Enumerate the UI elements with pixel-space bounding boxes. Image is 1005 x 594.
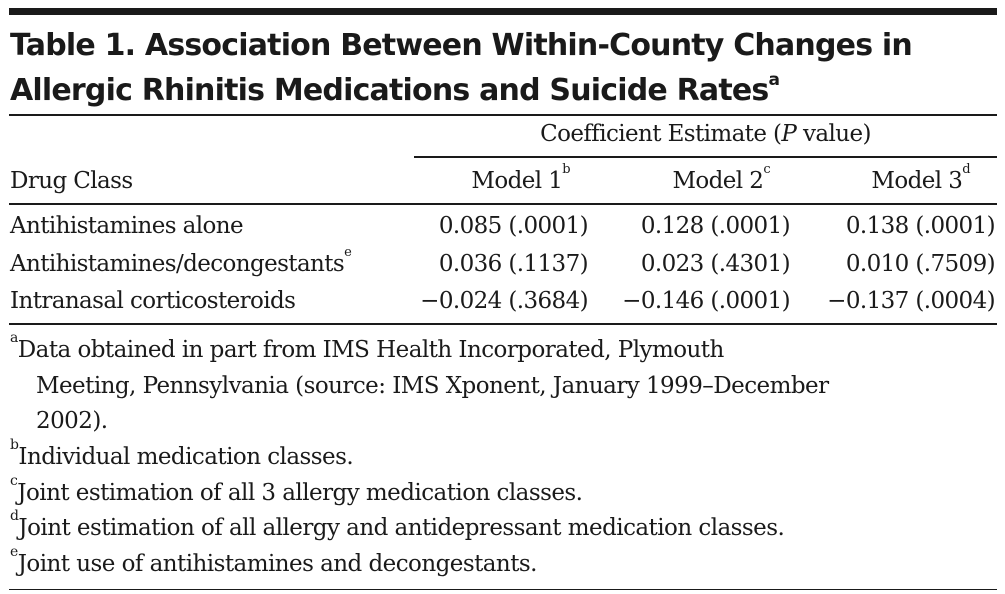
footnote-text: Individual medication classes. bbox=[18, 444, 354, 470]
footnote-c bbox=[10, 473, 583, 510]
spanner-prefix: Coefficient Estimate ( bbox=[540, 121, 782, 147]
footnote-e bbox=[10, 544, 537, 581]
table-cell: 0.085 (.0001) bbox=[438, 213, 588, 239]
footnote-d bbox=[10, 508, 785, 545]
footnote-mark: d bbox=[10, 508, 19, 524]
header-rule bbox=[9, 203, 997, 205]
footnote-a-line-3: 2002). bbox=[36, 408, 108, 434]
table-cell: 0.010 (.7509) bbox=[845, 251, 995, 277]
row-label-antihistamines-alone: Antihistamines alone bbox=[10, 213, 243, 239]
spanner-suffix: value) bbox=[796, 121, 871, 147]
table-cell: 0.036 (.1137) bbox=[438, 251, 588, 277]
spanner-rule bbox=[414, 156, 997, 158]
table-cell: −0.137 (.0004) bbox=[827, 288, 995, 314]
footnote-b bbox=[10, 437, 354, 474]
footnote-mark: a bbox=[10, 330, 18, 346]
footnote-text: Joint estimation of all 3 allergy medication classes. bbox=[17, 480, 583, 506]
table-cell: −0.024 (.3684) bbox=[420, 288, 588, 314]
column-header-model-2 bbox=[620, 162, 770, 196]
column-footnote-mark: b bbox=[562, 162, 570, 177]
column-footnote-mark: d bbox=[962, 162, 970, 177]
column-footnote-mark: c bbox=[763, 162, 770, 177]
footnote-text: Joint use of antihistamines and decongestants. bbox=[17, 551, 537, 577]
column-header-label: Model 2 bbox=[672, 168, 764, 194]
table-title-line-2 bbox=[10, 65, 995, 110]
column-header-model-1 bbox=[420, 162, 570, 196]
footnote-a bbox=[10, 330, 724, 367]
column-header-model-3 bbox=[820, 162, 970, 196]
table-title-line-1: Table 1. Association Between Within-County Changes in bbox=[10, 28, 912, 63]
stub-header: Drug Class bbox=[10, 168, 133, 194]
column-header-label: Model 1 bbox=[471, 168, 563, 194]
title-rule bbox=[9, 114, 997, 116]
table-cell: 0.023 (.4301) bbox=[640, 251, 790, 277]
spanner-header bbox=[414, 119, 997, 149]
spanner-italic: P bbox=[781, 121, 797, 147]
footnote-text: Data obtained in part from IMS Health Incorporated, Plymouth bbox=[17, 337, 724, 363]
top-thick-rule bbox=[9, 8, 997, 15]
column-header-label: Model 3 bbox=[871, 168, 963, 194]
row-footnote-mark: e bbox=[344, 245, 352, 260]
table-title bbox=[10, 26, 995, 110]
title-footnote-mark: a bbox=[768, 70, 780, 90]
table-title-line-2-text: Allergic Rhinitis Medications and Suicide Rates bbox=[10, 73, 769, 108]
row-label-antihistamines-decongestants bbox=[10, 245, 352, 279]
footnote-bottom-rule bbox=[9, 589, 997, 590]
footnote-mark: c bbox=[10, 473, 18, 489]
table-cell: 0.128 (.0001) bbox=[640, 213, 790, 239]
table-cell: 0.138 (.0001) bbox=[845, 213, 995, 239]
table-cell: −0.146 (.0001) bbox=[622, 288, 790, 314]
footnote-text: Joint estimation of all allergy and antidepressant medication classes. bbox=[18, 515, 785, 541]
row-label-intranasal-corticosteroids: Intranasal corticosteroids bbox=[10, 288, 296, 314]
row-label-text: Antihistamines/decongestants bbox=[10, 251, 345, 277]
footnote-a-line-2: Meeting, Pennsylvania (source: IMS Xponent, January 1999–December bbox=[36, 373, 829, 399]
footnote-mark: e bbox=[10, 544, 18, 560]
footnote-mark: b bbox=[10, 437, 19, 453]
table-bottom-rule bbox=[9, 323, 997, 325]
